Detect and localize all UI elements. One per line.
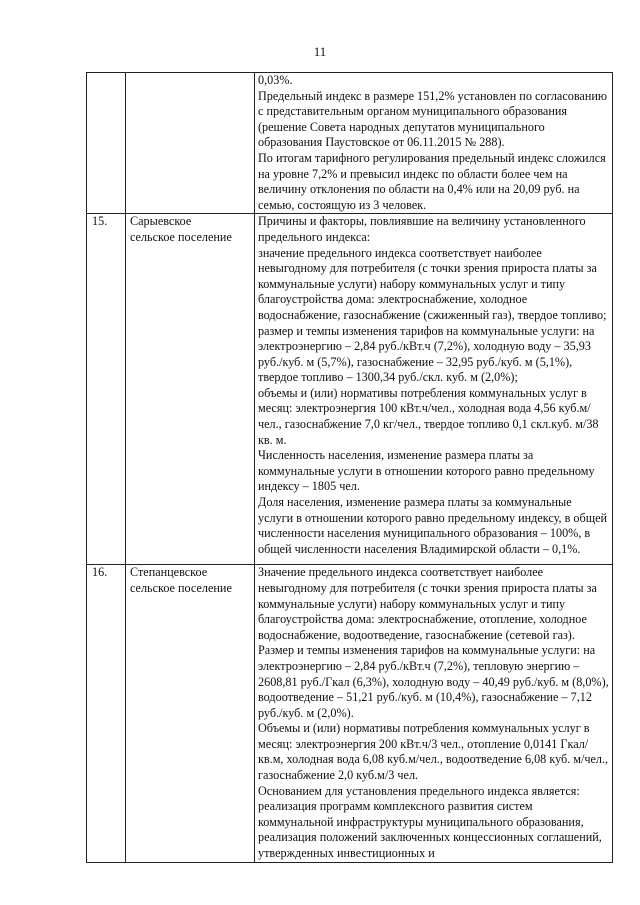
municipality-name-line: Степанцевское: [130, 565, 208, 580]
description-paragraph: Доля населения, изменение размера платы за коммунальные услуги в отношении которого равно предельному индексу, в общей численности населения муниципального образования – 100%, в общей численности населения Владимирской области – 0,1%.: [258, 495, 608, 556]
description-paragraph: 0,03%.: [258, 73, 293, 87]
description-paragraph: Размер и темпы изменения тарифов на коммунальные услуги: на электроэнергию – 2,84 руб./кВт.ч (7,2%), тепловую энергию – 2608,81 руб./Гкал (6,3%), холодную воду – 40,49 руб./куб. м (8,0%), водоотведение – 51,21 руб./куб. м (10,4%), газоснабжение – 7,12 руб./куб. м (2,0%).: [258, 643, 609, 720]
description-cell: [255, 73, 613, 214]
row-number-cell: 16.: [87, 565, 126, 862]
description-paragraph: объемы и (или) нормативы потребления коммунальных услуг в месяц: электроэнергия 100 кВт.ч/чел., холодная вода 4,56 куб.м/чел., газоснабжение 7,0 кг/чел., твердое топливо 0,1 скл.куб. м/38 кв. м.: [258, 385, 599, 447]
table-row: [87, 214, 613, 565]
description-paragraph: размер и темпы изменения тарифов на коммунальные услуги: на электроэнергию – 2,84 руб./кВт.ч (7,2%), холодную воду – 35,93 руб./куб. м (5,7%), газоснабжение – 32,95 руб./куб. м (5,1%), твердое топливо – 1300,34 руб./скл. куб. м (2,0%);: [258, 323, 595, 385]
description-paragraph: Причины и факторы, повлиявшие на величину установленного предельного индекса:: [258, 214, 586, 244]
municipality-name-cell: [126, 565, 255, 862]
page-number: 11: [313, 44, 327, 59]
description-cell: [255, 214, 613, 565]
municipality-name-line: Сарыевское: [130, 214, 192, 229]
municipality-name-cell: [126, 214, 255, 565]
description-paragraph: Численность населения, изменение размера платы за коммунальные услуги в отношении которого равно предельному индексу – 1805 чел.: [258, 448, 595, 494]
description-paragraph: Предельный индекс в размере 151,2% установлен по согласованию с представительным органом муниципального образования (решение Совета народных депутатов муниципального образования Паустовское от 06.11.2015 № 288).: [258, 88, 607, 150]
municipality-name-cell: [126, 73, 255, 214]
municipal-index-table: [86, 72, 613, 863]
description-cell: [255, 565, 613, 862]
description-paragraph: значение предельного индекса соответствует наиболее невыгодному для потребителя (с точки зрения прироста платы за коммунальные услуги) набору коммунальных услуг и типу благоустройства дома: электроснабжение, холодное водоснабжение, газоснабжение (сжиженный газ), твердое топливо;: [258, 245, 607, 322]
row-number-cell: [87, 73, 126, 214]
description-paragraph: Объемы и (или) нормативы потребления коммунальных услуг в месяц: электроэнергия 200 кВт.ч/3 чел., отопление 0,0141 Гкал/кв.м, холодная вода 6,08 куб.м/чел., водоотведение 6,08 куб. м/чел., газоснабжение 2,0 куб.м/3 чел.: [258, 721, 609, 783]
description-paragraph: По итогам тарифного регулирования предельный индекс сложился на уровне 7,2% и превысил индекс по области более чем на величину отклонения по области на 0,4% или на 20,09 руб. на семью, состоящую из 3 человек.: [258, 150, 606, 212]
row-number-cell: 15.: [87, 214, 126, 565]
description-paragraph: Значение предельного индекса соответствует наиболее невыгодному для потребителя (с точки зрения прироста платы за коммунальные услуги) набору коммунальных услуг и типу благоустройства дома: электроснабжение, отопление, холодное водоснабжение, водоотведение, газоснабжение (сетевой газ).: [258, 565, 597, 642]
table-row: [87, 565, 613, 862]
table-row: [87, 73, 613, 214]
description-paragraph: Основанием для установления предельного индекса является: реализация программ комплексного развития систем коммунальной инфраструктуры муниципального образования, реализация положений заключенных концессионных соглашений, утвержденных инвестиционных и: [258, 783, 602, 861]
municipality-name-line: сельское поселение: [130, 580, 232, 595]
municipality-name-line: сельское поселение: [130, 229, 232, 244]
